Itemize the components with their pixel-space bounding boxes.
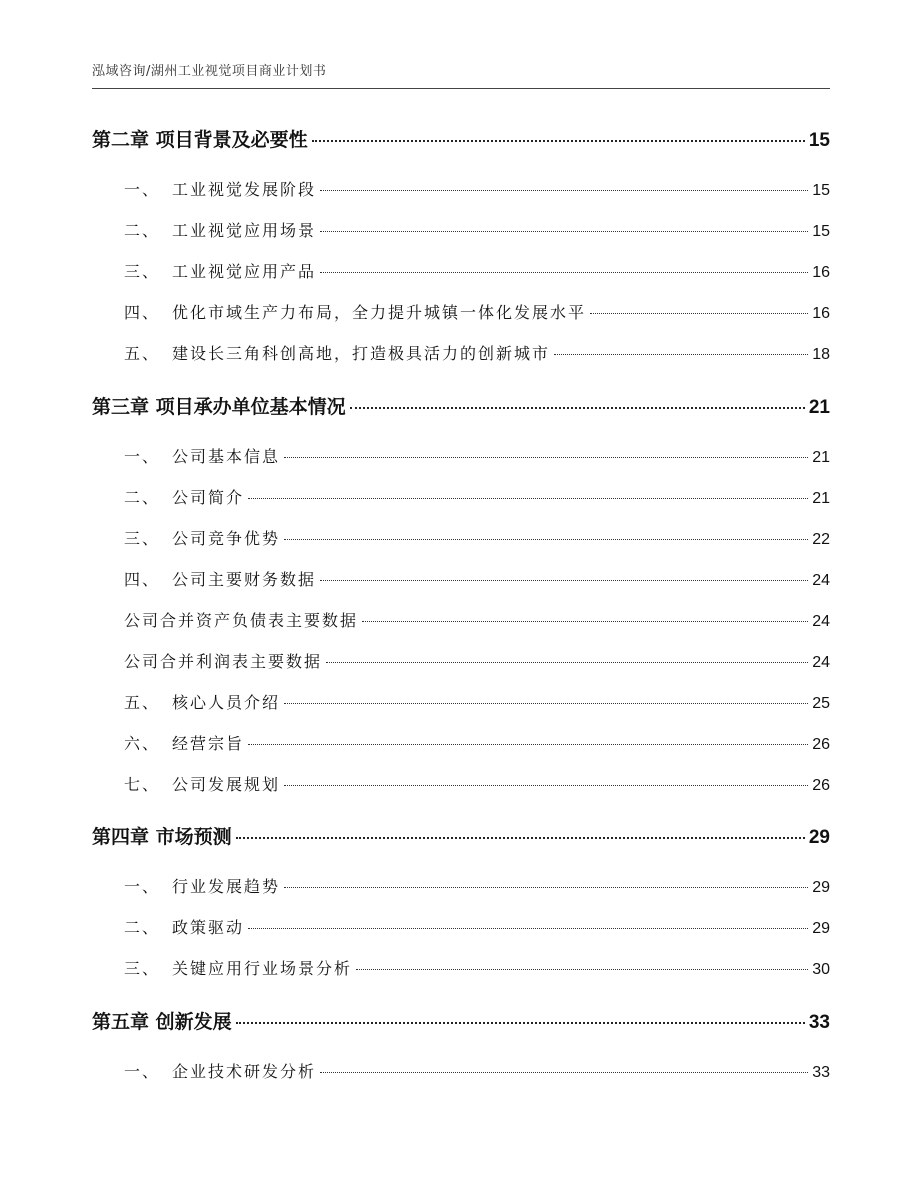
toc-subsection[interactable]	[92, 608, 830, 631]
toc-section[interactable]	[92, 731, 830, 754]
dot-leader	[248, 744, 808, 745]
toc-entry-title: 第四章 市场预测	[92, 826, 232, 848]
toc-entry-page: 33	[808, 1012, 830, 1033]
toc-entry-number: 三、	[124, 529, 161, 548]
toc-entry-page: 15	[812, 182, 830, 199]
dot-leader	[356, 969, 808, 970]
toc-entry-page: 26	[812, 736, 830, 753]
toc-chapter-4[interactable]	[92, 822, 830, 849]
toc-entry-title: 第五章 创新发展	[92, 1011, 232, 1033]
toc-section[interactable]	[92, 444, 830, 467]
toc-entry-page: 29	[808, 827, 830, 848]
toc-entry-title: 公司竞争优势	[172, 529, 281, 548]
toc-entry-title: 关键应用行业场景分析	[172, 959, 353, 978]
toc-entry-title: 企业技术研发分析	[172, 1062, 317, 1081]
toc-entry-title: 公司主要财务数据	[172, 570, 317, 589]
dot-leader	[320, 272, 808, 273]
toc-entry-page: 33	[812, 1064, 830, 1081]
dot-leader	[236, 837, 805, 839]
toc-section[interactable]	[92, 526, 830, 549]
toc-entry-title: 第二章 项目背景及必要性	[92, 129, 308, 151]
toc-chapter-2[interactable]	[92, 125, 830, 152]
toc-entry-number: 七、	[124, 775, 161, 794]
toc-entry-page: 21	[812, 490, 830, 507]
toc-entry-page: 24	[812, 613, 830, 630]
toc-section[interactable]	[92, 874, 830, 897]
toc-entry-title: 建设长三角科创高地，打造极具活力的创新城市	[172, 344, 551, 363]
toc-entry-number: 二、	[124, 488, 161, 507]
toc-entry-page: 21	[808, 397, 830, 418]
toc-entry-number: 五、	[124, 344, 161, 363]
toc-section[interactable]	[92, 690, 830, 713]
dot-leader	[284, 539, 808, 540]
toc-entry-title: 经营宗旨	[172, 734, 245, 753]
dot-leader	[284, 703, 808, 704]
toc-entry-page: 25	[812, 695, 830, 712]
toc-entry-page: 21	[812, 449, 830, 466]
toc-subsection[interactable]	[92, 649, 830, 672]
toc-entry-number: 一、	[124, 180, 161, 199]
toc-entry-page: 24	[812, 572, 830, 589]
toc-entry-page: 29	[812, 879, 830, 896]
dot-leader	[236, 1022, 805, 1024]
dot-leader	[554, 354, 808, 355]
toc-entry-title: 核心人员介绍	[172, 693, 281, 712]
dot-leader	[320, 1072, 808, 1073]
toc-section[interactable]	[92, 218, 830, 241]
toc-section[interactable]	[92, 341, 830, 364]
toc-section[interactable]	[92, 300, 830, 323]
toc-entry-page: 16	[812, 264, 830, 281]
toc-entry-number: 一、	[124, 877, 161, 896]
dot-leader	[312, 140, 805, 142]
toc-entry-title: 公司合并资产负债表主要数据	[124, 611, 359, 630]
toc-entry-page: 24	[812, 654, 830, 671]
toc-entry-title: 公司简介	[172, 488, 245, 507]
toc-entry-title: 工业视觉发展阶段	[172, 180, 317, 199]
header-divider	[92, 88, 830, 89]
toc-entry-title: 优化市域生产力布局，全力提升城镇一体化发展水平	[172, 303, 587, 322]
toc-entry-title: 行业发展趋势	[172, 877, 281, 896]
toc-entry-number: 一、	[124, 1062, 161, 1081]
toc-entry-page: 30	[812, 961, 830, 978]
toc-entry-title: 公司发展规划	[172, 775, 281, 794]
dot-leader	[320, 190, 808, 191]
toc-entry-number: 四、	[124, 303, 161, 322]
toc-entry-page: 15	[812, 223, 830, 240]
toc-section[interactable]	[92, 915, 830, 938]
dot-leader	[248, 498, 808, 499]
dot-leader	[362, 621, 808, 622]
toc-entry-page: 18	[812, 346, 830, 363]
dot-leader	[248, 928, 808, 929]
dot-leader	[284, 887, 808, 888]
toc-entry-number: 三、	[124, 959, 161, 978]
toc-entry-number: 四、	[124, 570, 161, 589]
dot-leader	[284, 457, 808, 458]
toc-entry-title: 工业视觉应用场景	[172, 221, 317, 240]
dot-leader	[320, 231, 808, 232]
dot-leader	[590, 313, 808, 314]
dot-leader	[326, 662, 808, 663]
toc-entry-page: 15	[808, 130, 830, 151]
toc-entry-page: 26	[812, 777, 830, 794]
toc-section[interactable]	[92, 956, 830, 979]
toc-entry-title: 公司基本信息	[172, 447, 281, 466]
running-header: 泓域咨询/湖州工业视觉项目商业计划书	[92, 64, 327, 79]
toc-entry-number: 二、	[124, 918, 161, 937]
toc-section[interactable]	[92, 259, 830, 282]
toc-entry-title: 政策驱动	[172, 918, 245, 937]
toc-entry-title: 工业视觉应用产品	[172, 262, 317, 281]
toc-entry-number: 六、	[124, 734, 161, 753]
toc-section[interactable]	[92, 772, 830, 795]
dot-leader	[350, 407, 805, 409]
dot-leader	[320, 580, 808, 581]
toc-entry-page: 22	[812, 531, 830, 548]
toc-entry-page: 29	[812, 920, 830, 937]
toc-chapter-3[interactable]	[92, 392, 830, 419]
toc-entry-title: 第三章 项目承办单位基本情况	[92, 396, 346, 418]
toc-section[interactable]	[92, 485, 830, 508]
toc-chapter-5[interactable]	[92, 1007, 830, 1034]
toc-section[interactable]	[92, 567, 830, 590]
toc-section[interactable]	[92, 1059, 830, 1082]
toc-entry-number: 一、	[124, 447, 161, 466]
toc-entry-number: 二、	[124, 221, 161, 240]
toc-entry-title: 公司合并利润表主要数据	[124, 652, 323, 671]
toc-entry-number: 三、	[124, 262, 161, 281]
toc-section[interactable]	[92, 177, 830, 200]
toc-entry-page: 16	[812, 305, 830, 322]
dot-leader	[284, 785, 808, 786]
toc-entry-number: 五、	[124, 693, 161, 712]
